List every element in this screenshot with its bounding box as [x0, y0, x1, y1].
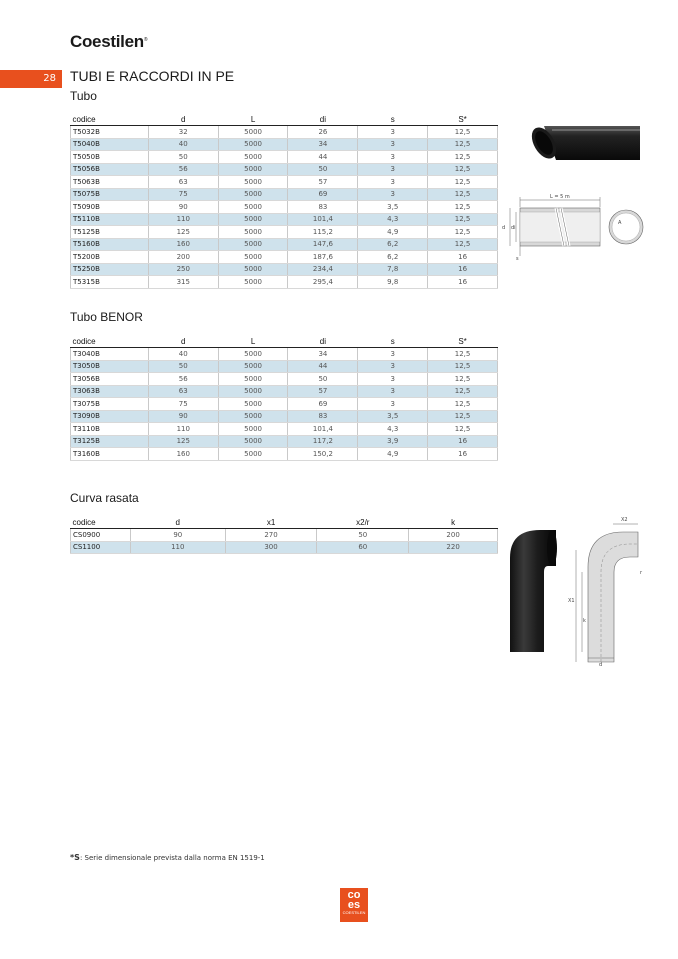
table-row	[71, 398, 498, 411]
table-cell: 7,8	[358, 263, 428, 276]
table-cell: 200	[409, 529, 498, 542]
table-cell: 6,2	[358, 251, 428, 264]
table-cell: T3050B	[71, 360, 149, 373]
table-cell: 90	[148, 410, 218, 423]
table-row	[71, 188, 498, 201]
table-cell: 3	[358, 126, 428, 139]
table-cell: 3	[358, 398, 428, 411]
table-row	[71, 176, 498, 189]
table-cell: 56	[148, 163, 218, 176]
column-header: L	[218, 335, 288, 348]
tubo-table	[70, 113, 498, 289]
table-row	[71, 410, 498, 423]
section-title-tubo: Tubo	[70, 89, 97, 103]
table-cell: 26	[288, 126, 358, 139]
table-cell: T5050B	[71, 151, 149, 164]
column-header: d	[148, 335, 218, 348]
table-row	[71, 213, 498, 226]
table-cell: 3	[358, 163, 428, 176]
column-header: codice	[71, 113, 149, 126]
table-row	[71, 138, 498, 151]
column-header: codice	[71, 516, 131, 529]
table-cell: 50	[148, 151, 218, 164]
table-cell: T5090B	[71, 201, 149, 214]
label-pipe-length: L = 5 m	[550, 194, 570, 200]
table-cell: 3	[358, 151, 428, 164]
column-header: s	[358, 113, 428, 126]
table-cell: 5000	[218, 188, 288, 201]
table-cell: 69	[288, 398, 358, 411]
table-cell: 5000	[218, 176, 288, 189]
table-row	[71, 360, 498, 373]
column-header: S*	[428, 113, 498, 126]
table-cell: T5063B	[71, 176, 149, 189]
table-cell: 5000	[218, 398, 288, 411]
footnote: *S: Serie dimensionale prevista dalla norma EN 1519-1	[70, 853, 265, 862]
table-cell: 3,5	[358, 201, 428, 214]
table-cell: 12,5	[428, 176, 498, 189]
table-cell: 40	[148, 348, 218, 361]
table-cell: 3,9	[358, 435, 428, 448]
table-cell: 60	[317, 541, 409, 554]
table-cell: 295,4	[288, 276, 358, 289]
section-title-tubo-benor: Tubo BENOR	[70, 310, 143, 324]
table-row	[71, 373, 498, 386]
table-cell: 12,5	[428, 138, 498, 151]
table-cell: 110	[148, 213, 218, 226]
column-header: S*	[428, 335, 498, 348]
table-cell: 5000	[218, 276, 288, 289]
table-cell: 234,4	[288, 263, 358, 276]
table-cell: 160	[148, 448, 218, 461]
table-cell: 12,5	[428, 373, 498, 386]
table-cell: 160	[148, 238, 218, 251]
table-row	[71, 448, 498, 461]
table-cell: 75	[148, 398, 218, 411]
table-cell: 5000	[218, 126, 288, 139]
pipe-photo	[522, 118, 642, 170]
table-cell: 12,5	[428, 126, 498, 139]
table-cell: 40	[148, 138, 218, 151]
table-cell: 3	[358, 373, 428, 386]
table-cell: 12,5	[428, 238, 498, 251]
table-cell: 12,5	[428, 360, 498, 373]
label-d-bottom: d	[599, 662, 603, 668]
table-cell: T3063B	[71, 385, 149, 398]
table-cell: 12,5	[428, 226, 498, 239]
table-cell: 12,5	[428, 410, 498, 423]
label-x1: X1	[568, 598, 575, 604]
page-number: 28	[0, 70, 62, 88]
table-cell: 110	[148, 423, 218, 436]
table-cell: 44	[288, 151, 358, 164]
table-cell: T5056B	[71, 163, 149, 176]
table-cell: 5000	[218, 373, 288, 386]
label-di: di	[511, 225, 516, 231]
table-cell: 5000	[218, 238, 288, 251]
table-cell: 69	[288, 188, 358, 201]
table-cell: 4,3	[358, 423, 428, 436]
column-header: d	[148, 113, 218, 126]
table-cell: 12,5	[428, 151, 498, 164]
table-cell: T3040B	[71, 348, 149, 361]
curva-diagram	[568, 512, 652, 668]
table-cell: T3056B	[71, 373, 149, 386]
table-cell: 63	[148, 176, 218, 189]
table-cell: 5000	[218, 435, 288, 448]
table-cell: 12,5	[428, 348, 498, 361]
table-row	[71, 163, 498, 176]
table-cell: 56	[148, 373, 218, 386]
table-cell: 200	[148, 251, 218, 264]
table-cell: 3	[358, 138, 428, 151]
table-cell: 147,6	[288, 238, 358, 251]
table-row	[71, 529, 498, 542]
column-header: k	[409, 516, 498, 529]
table-row	[71, 238, 498, 251]
table-cell: 32	[148, 126, 218, 139]
table-row	[71, 126, 498, 139]
coes-footer-logo: co es COESTILEN	[340, 888, 368, 922]
table-row	[71, 435, 498, 448]
table-cell: 187,6	[288, 251, 358, 264]
table-cell: 34	[288, 348, 358, 361]
table-cell: 50	[148, 360, 218, 373]
table-cell: 5000	[218, 251, 288, 264]
table-cell: 5000	[218, 385, 288, 398]
table-header-row	[71, 516, 498, 529]
table-cell: 5000	[218, 423, 288, 436]
table-cell: 16	[428, 448, 498, 461]
column-header: x1	[225, 516, 317, 529]
table-cell: 101,4	[288, 423, 358, 436]
table-cell: 57	[288, 385, 358, 398]
table-cell: 12,5	[428, 213, 498, 226]
table-cell: T5075B	[71, 188, 149, 201]
table-row	[71, 541, 498, 554]
table-cell: 5000	[218, 448, 288, 461]
table-cell: 117,2	[288, 435, 358, 448]
table-cell: 4,9	[358, 226, 428, 239]
table-row	[71, 151, 498, 164]
table-cell: 270	[225, 529, 317, 542]
table-cell: 9,8	[358, 276, 428, 289]
page-title: TUBI E RACCORDI IN PE	[70, 68, 235, 84]
table-cell: 16	[428, 435, 498, 448]
table-cell: 90	[148, 201, 218, 214]
table-cell: T5200B	[71, 251, 149, 264]
table-cell: T5250B	[71, 263, 149, 276]
table-cell: T5125B	[71, 226, 149, 239]
table-cell: 83	[288, 201, 358, 214]
table-cell: T3125B	[71, 435, 149, 448]
table-cell: 90	[130, 529, 225, 542]
table-cell: 3	[358, 348, 428, 361]
column-header: di	[288, 113, 358, 126]
table-row	[71, 385, 498, 398]
table-cell: T3090B	[71, 410, 149, 423]
table-cell: 3	[358, 360, 428, 373]
table-cell: 75	[148, 188, 218, 201]
table-cell: 12,5	[428, 188, 498, 201]
table-cell: 12,5	[428, 385, 498, 398]
table-cell: 110	[130, 541, 225, 554]
label-r: r	[640, 570, 643, 576]
label-x2: X2	[621, 517, 628, 523]
table-cell: 16	[428, 251, 498, 264]
table-cell: 150,2	[288, 448, 358, 461]
table-row	[71, 348, 498, 361]
table-row	[71, 263, 498, 276]
table-row	[71, 226, 498, 239]
table-cell: 3	[358, 176, 428, 189]
table-cell: 34	[288, 138, 358, 151]
table-cell: CS0900	[71, 529, 131, 542]
table-cell: 12,5	[428, 163, 498, 176]
table-cell: T3110B	[71, 423, 149, 436]
table-cell: 12,5	[428, 423, 498, 436]
table-cell: 5000	[218, 410, 288, 423]
section-title-curva: Curva rasata	[70, 491, 139, 505]
table-cell: 6,2	[358, 238, 428, 251]
table-cell: 50	[288, 163, 358, 176]
column-header: s	[358, 335, 428, 348]
table-cell: 315	[148, 276, 218, 289]
table-cell: T3075B	[71, 398, 149, 411]
table-cell: 250	[148, 263, 218, 276]
label-a: A	[618, 220, 622, 226]
table-cell: 115,2	[288, 226, 358, 239]
table-cell: 5000	[218, 213, 288, 226]
table-cell: 3	[358, 188, 428, 201]
table-header-row	[71, 335, 498, 348]
table-cell: T5315B	[71, 276, 149, 289]
pipe-diagram	[498, 190, 658, 265]
table-cell: 5000	[218, 151, 288, 164]
table-cell: 3	[358, 385, 428, 398]
table-cell: 5000	[218, 138, 288, 151]
table-cell: 5000	[218, 163, 288, 176]
table-cell: 5000	[218, 226, 288, 239]
tubo-benor-table	[70, 335, 498, 461]
table-cell: 125	[148, 226, 218, 239]
table-cell: 83	[288, 410, 358, 423]
table-cell: 4,9	[358, 448, 428, 461]
table-cell: 12,5	[428, 398, 498, 411]
label-d: d	[502, 225, 506, 231]
table-cell: T5160B	[71, 238, 149, 251]
table-row	[71, 201, 498, 214]
column-header: x2/r	[317, 516, 409, 529]
curva-table	[70, 516, 498, 554]
table-row	[71, 423, 498, 436]
table-row	[71, 276, 498, 289]
column-header: d	[130, 516, 225, 529]
table-cell: 5000	[218, 360, 288, 373]
table-cell: 4,3	[358, 213, 428, 226]
curva-photo	[508, 528, 558, 652]
table-cell: 57	[288, 176, 358, 189]
column-header: di	[288, 335, 358, 348]
table-cell: 300	[225, 541, 317, 554]
table-cell: 12,5	[428, 201, 498, 214]
column-header: codice	[71, 335, 149, 348]
label-k: k	[583, 618, 586, 624]
table-cell: 3,5	[358, 410, 428, 423]
label-s: s	[516, 256, 519, 262]
table-cell: 5000	[218, 263, 288, 276]
table-cell: 125	[148, 435, 218, 448]
table-cell: 50	[317, 529, 409, 542]
table-cell: 63	[148, 385, 218, 398]
table-cell: 16	[428, 276, 498, 289]
table-cell: T5032B	[71, 126, 149, 139]
table-row	[71, 251, 498, 264]
column-header: L	[218, 113, 288, 126]
table-cell: T5040B	[71, 138, 149, 151]
table-cell: T3160B	[71, 448, 149, 461]
table-cell: 44	[288, 360, 358, 373]
table-cell: 101,4	[288, 213, 358, 226]
table-cell: T5110B	[71, 213, 149, 226]
table-cell: 50	[288, 373, 358, 386]
table-cell: 220	[409, 541, 498, 554]
table-cell: 5000	[218, 201, 288, 214]
table-cell: 16	[428, 263, 498, 276]
brand-logo: Coestilen®	[70, 32, 148, 51]
table-header-row	[71, 113, 498, 126]
table-cell: 5000	[218, 348, 288, 361]
table-cell: CS1100	[71, 541, 131, 554]
